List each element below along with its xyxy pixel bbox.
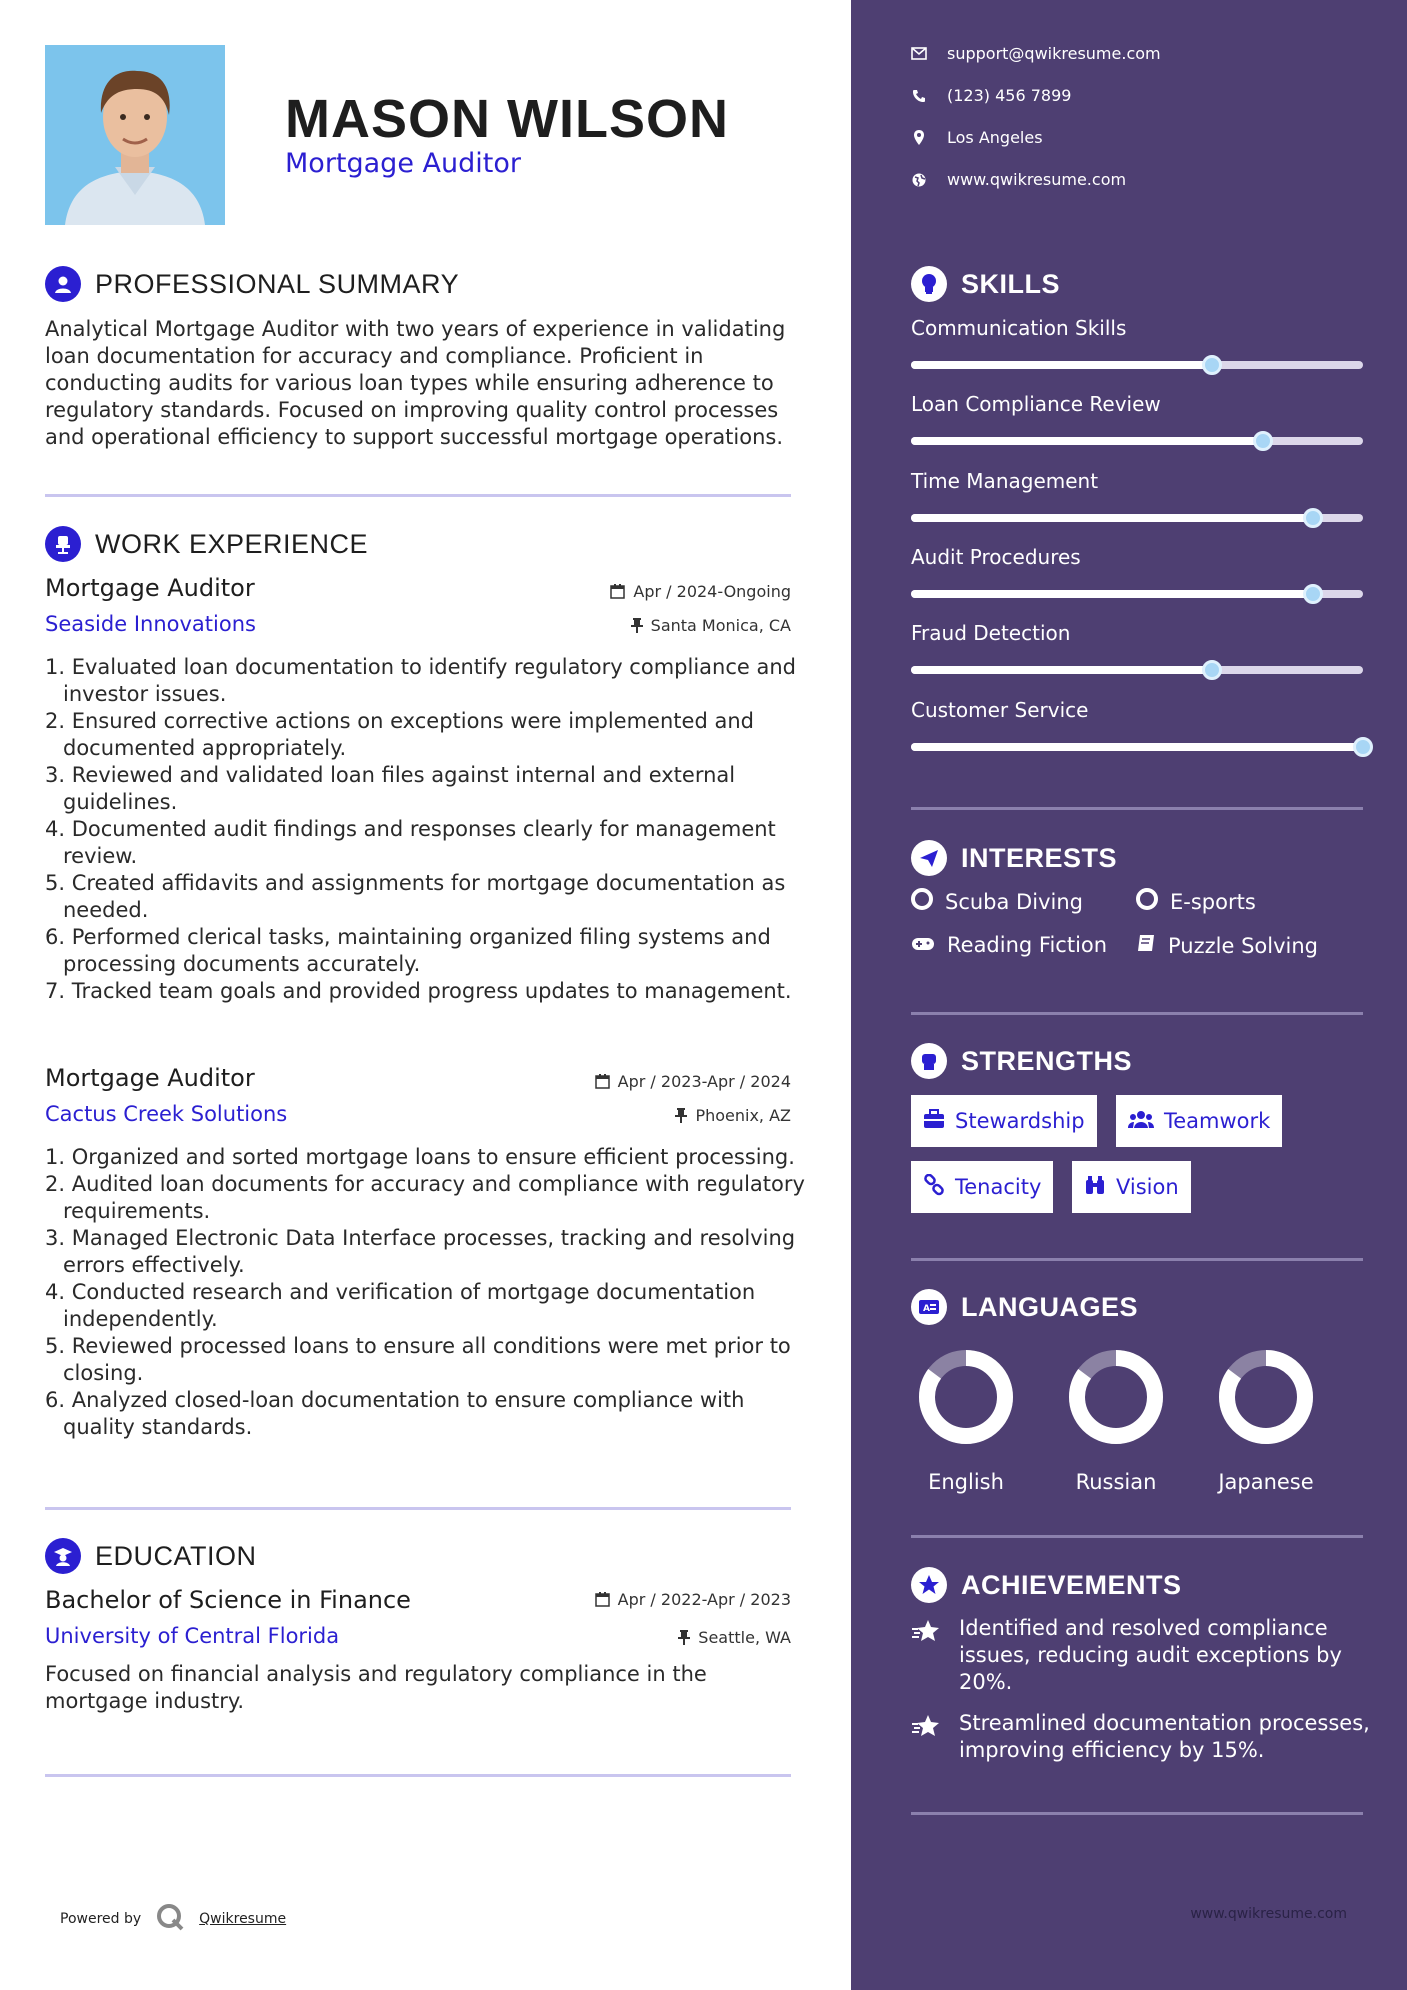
strengths-title: STRENGTHS [961, 1045, 1133, 1076]
languages-heading [911, 1289, 1138, 1325]
divider [911, 1012, 1363, 1015]
paper-plane-icon [911, 840, 947, 876]
language-item [1061, 1342, 1171, 1494]
pin-icon [631, 618, 643, 633]
skill-bar [911, 514, 1363, 522]
strength-tag [1116, 1095, 1282, 1147]
achievement-item [911, 1710, 1371, 1764]
interests-title: INTERESTS [961, 842, 1118, 873]
education-location [678, 1628, 791, 1647]
strength-tag [911, 1161, 1053, 1213]
strengths-heading [911, 1043, 1132, 1079]
skill-bar-knob [1353, 737, 1373, 757]
interest-item [911, 933, 1107, 957]
contact-phone [911, 86, 1071, 105]
job-title: Mortgage Auditor [45, 574, 255, 602]
language-label: English [928, 1470, 1004, 1494]
language-label: Russian [1075, 1470, 1157, 1494]
interest-item [1136, 933, 1318, 958]
skill-bar [911, 743, 1363, 751]
skill-bar-fill [911, 743, 1363, 751]
job-location [675, 1106, 791, 1125]
skill-bar-fill [911, 437, 1263, 445]
phone-icon [911, 88, 927, 104]
skill-bar-fill [911, 590, 1313, 598]
skill-bar-knob [1253, 431, 1273, 451]
skill-label: Fraud Detection [911, 621, 1071, 645]
list-item: 4. Documented audit findings and responses clearly for management review. [45, 817, 776, 868]
list-item: 5. Created affidavits and assignments for mortgage documentation as needed. [45, 871, 786, 922]
life-ring-icon [911, 888, 933, 915]
list-item: 6. Analyzed closed-loan documentation to ensure compliance with quality standards. [45, 1388, 745, 1439]
skill-label: Loan Compliance Review [911, 392, 1161, 416]
calendar-icon [595, 1592, 610, 1607]
candidate-title: Mortgage Auditor [285, 148, 521, 179]
company-name: Cactus Creek Solutions [45, 1102, 288, 1126]
list-item: 1. Evaluated loan documentation to identify regulatory compliance and investor issues. [45, 655, 796, 706]
skill-bar-fill [911, 666, 1212, 674]
experience-title: WORK EXPERIENCE [95, 528, 369, 559]
interest-label: Reading Fiction [947, 933, 1108, 957]
users-icon [1128, 1109, 1154, 1134]
language-ring [1211, 1342, 1321, 1452]
interest-label: Scuba Diving [945, 889, 1083, 914]
calendar-icon [610, 584, 625, 599]
achievement-item [911, 1615, 1371, 1696]
list-item: 2. Audited loan documents for accuracy and compliance with regulatory requirements. [45, 1172, 805, 1223]
qwikresume-logo-icon [155, 1902, 185, 1936]
gamepad-icon [911, 933, 935, 957]
strength-label: Stewardship [955, 1109, 1085, 1133]
envelope-icon [911, 46, 927, 62]
list-item: 2. Ensured corrective actions on exceptions were implemented and documented appropriately. [45, 709, 754, 760]
divider [911, 807, 1363, 810]
divider [45, 1774, 791, 1777]
lightbulb-icon [911, 266, 947, 302]
email-text[interactable]: support@qwikresume.com [947, 44, 1161, 63]
job-dates [610, 582, 791, 601]
skill-bar-knob [1202, 660, 1222, 680]
language-item [1211, 1342, 1321, 1494]
candidate-name: MASON WILSON [285, 89, 729, 149]
education-dates [595, 1590, 791, 1609]
languages-title: LANGUAGES [961, 1291, 1139, 1322]
job-location [631, 616, 791, 635]
job-location-text: Santa Monica, CA [650, 616, 791, 635]
achievement-text: Identified and resolved compliance issues, reducing audit exceptions by 20%. [959, 1616, 1342, 1694]
summary-title: PROFESSIONAL SUMMARY [95, 268, 460, 299]
skill-bar [911, 437, 1363, 445]
education-dates-text: Apr / 2022-Apr / 2023 [617, 1590, 791, 1609]
interest-label: E-sports [1170, 889, 1256, 914]
skill-bar-knob [1303, 508, 1323, 528]
contact-email [911, 44, 1161, 63]
pin-icon [678, 1630, 690, 1645]
job-title: Mortgage Auditor [45, 1064, 255, 1092]
link-icon [923, 1174, 945, 1201]
binoculars-icon [1084, 1174, 1106, 1201]
location-text: Los Angeles [947, 128, 1043, 147]
company-name: Seaside Innovations [45, 612, 256, 636]
list-item: 4. Conducted research and verification of mortgage documentation independently. [45, 1280, 756, 1331]
list-item: 3. Reviewed and validated loan files against internal and external guidelines. [45, 763, 736, 814]
achievements-heading [911, 1567, 1182, 1603]
qwikresume-link[interactable]: Qwikresume [199, 1911, 287, 1927]
strength-label: Teamwork [1164, 1109, 1271, 1133]
education-location-text: Seattle, WA [698, 1628, 791, 1647]
skill-label: Communication Skills [911, 316, 1127, 340]
divider [45, 494, 791, 497]
star-icon [911, 1615, 945, 1696]
interest-item [911, 888, 1083, 915]
skill-label: Audit Procedures [911, 545, 1081, 569]
skills-title: SKILLS [961, 268, 1061, 299]
powered-by [60, 1902, 286, 1936]
summary-heading [45, 266, 459, 302]
graduate-icon [45, 1538, 81, 1574]
skill-label: Customer Service [911, 698, 1089, 722]
divider [911, 1535, 1363, 1538]
experience-heading [45, 526, 368, 562]
job-dates [595, 1072, 791, 1091]
skill-label: Time Management [911, 469, 1099, 493]
user-circle-icon [45, 266, 81, 302]
job-dates-text: Apr / 2023-Apr / 2024 [617, 1072, 791, 1091]
job-dates-text: Apr / 2024-Ongoing [633, 582, 791, 601]
skill-bar-fill [911, 514, 1313, 522]
job-bullets [45, 1144, 805, 1441]
interest-label: Puzzle Solving [1168, 933, 1318, 958]
strength-tag [1072, 1161, 1191, 1213]
job-bullets [45, 654, 805, 1005]
star-icon [911, 1710, 945, 1764]
footer-url[interactable]: www.qwikresume.com [1190, 1906, 1347, 1922]
language-icon [911, 1289, 947, 1325]
star-badge-icon [911, 1567, 947, 1603]
school-name: University of Central Florida [45, 1624, 340, 1648]
interests-heading [911, 840, 1117, 876]
language-label: Japanese [1218, 1470, 1314, 1494]
book-icon [1136, 933, 1156, 958]
skill-bar-knob [1303, 584, 1323, 604]
summary-text: Analytical Mortgage Auditor with two years of experience in validating loan documentation for accuracy and compliance. Proficient in conducting audits for various loan types while ensuring adherence to regulatory standards. Focused on improving quality control processes and operational efficiency to support successful mortgage operations. [45, 317, 786, 449]
life-ring-icon [1136, 888, 1158, 915]
phone-text: (123) 456 7899 [947, 86, 1072, 105]
powered-by-label: Powered by [60, 1911, 142, 1927]
language-item [911, 1342, 1021, 1494]
office-chair-icon [45, 526, 81, 562]
skill-bar-knob [1202, 355, 1222, 375]
contact-website [911, 170, 1126, 189]
education-heading [45, 1538, 257, 1574]
skill-bar [911, 590, 1363, 598]
achievement-text: Streamlined documentation processes, improving efficiency by 15%. [959, 1711, 1370, 1762]
map-marker-icon [911, 130, 927, 146]
divider [911, 1812, 1363, 1815]
strength-tag [911, 1095, 1097, 1147]
profile-photo [45, 45, 225, 225]
education-description: Focused on financial analysis and regulatory compliance in the mortgage industry. [45, 1662, 707, 1713]
language-ring [911, 1342, 1021, 1452]
website-text[interactable]: www.qwikresume.com [947, 170, 1127, 189]
list-item: 7. Tracked team goals and provided progress updates to management. [45, 979, 792, 1003]
skills-heading [911, 266, 1060, 302]
list-item: 6. Performed clerical tasks, maintaining organized filing systems and processing documents accurately. [45, 925, 771, 976]
degree: Bachelor of Science in Finance [45, 1586, 411, 1614]
strength-label: Vision [1116, 1175, 1179, 1199]
job-location-text: Phoenix, AZ [695, 1106, 791, 1125]
svg-text:A: A [923, 1304, 930, 1314]
list-item: 3. Managed Electronic Data Interface processes, tracking and resolving errors effectively. [45, 1226, 796, 1277]
language-ring [1061, 1342, 1171, 1452]
pin-icon [675, 1108, 687, 1123]
globe-icon [911, 172, 927, 188]
strength-label: Tenacity [955, 1175, 1042, 1199]
calendar-icon [595, 1074, 610, 1089]
list-item: 5. Reviewed processed loans to ensure all conditions were met prior to closing. [45, 1334, 791, 1385]
contact-location [911, 128, 1043, 147]
sidebar [851, 0, 1407, 1990]
skill-bar-fill [911, 361, 1212, 369]
briefcase-icon [923, 1109, 945, 1134]
fist-icon [911, 1043, 947, 1079]
interest-item [1136, 888, 1256, 915]
skill-bar [911, 666, 1363, 674]
skill-bar [911, 361, 1363, 369]
divider [45, 1507, 791, 1510]
divider [911, 1258, 1363, 1261]
education-title: EDUCATION [95, 1540, 257, 1571]
list-item: 1. Organized and sorted mortgage loans to ensure efficient processing. [45, 1145, 795, 1169]
achievements-title: ACHIEVEMENTS [961, 1569, 1182, 1600]
